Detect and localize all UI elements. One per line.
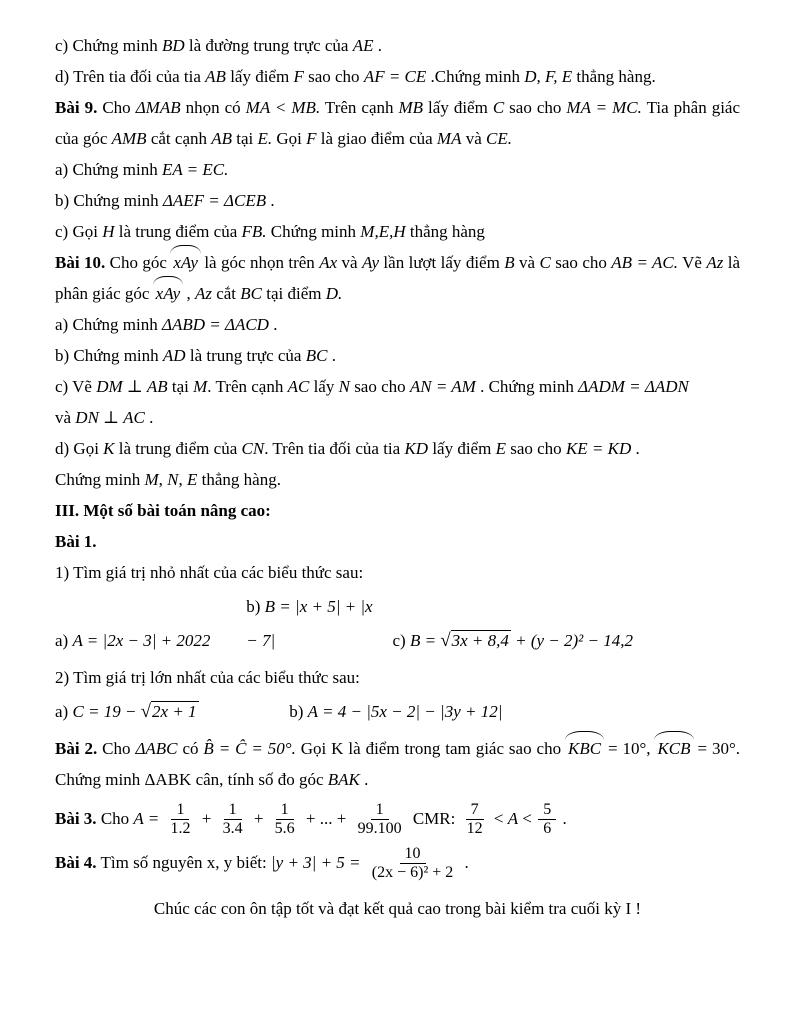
text-run: MB — [398, 98, 424, 117]
text-run: b) Chứng minh — [55, 191, 163, 210]
text-run: lấy — [309, 377, 339, 396]
text-run: d) Gọi — [55, 439, 104, 458]
text-run: tại — [232, 129, 258, 148]
text-run: a) Chứng minh — [55, 160, 162, 179]
text-run: Vẽ — [678, 253, 707, 272]
text-run: tại điểm — [262, 284, 326, 303]
text-run: = 30°. Chứng minh ΔABK cân, tính số đo góc — [55, 739, 741, 789]
problem-1-part-1-expressions — [55, 590, 740, 658]
item-10a — [55, 309, 740, 340]
text-run: c) Vẽ — [55, 377, 97, 396]
item-10c — [55, 371, 740, 402]
closing-wish: Chúc các con ôn tập tốt và đạt kết quả cao trong bài kiểm tra cuối kỳ I ! — [153, 898, 642, 918]
text-run: c) — [392, 631, 410, 650]
text-run: AMB — [111, 129, 147, 148]
problem-1-part-2: 2) Tìm giá trị lớn nhất của các biểu thức sau: — [55, 668, 360, 687]
text-run: AF = CE — [363, 67, 427, 86]
text-run: lấy điểm — [428, 439, 496, 458]
fraction — [165, 801, 195, 839]
text-run: EA = EC. — [161, 160, 229, 179]
numerator: 5 — [538, 801, 556, 820]
radical-sign-icon: √ — [140, 701, 152, 722]
text-run: AD — [162, 346, 186, 365]
text-run: sao cho — [504, 98, 567, 117]
text-run: ΔAEF = ΔCEB — [162, 191, 267, 210]
text-run: ΔABC — [135, 739, 178, 758]
text-run: Trên cạnh — [320, 98, 399, 117]
text-run: BAK — [327, 770, 360, 789]
text-run: . — [268, 315, 278, 334]
text-run: Ax — [319, 253, 338, 272]
angle-arc: xAy — [171, 247, 200, 278]
text-run: CN — [241, 439, 265, 458]
expression-1b — [246, 590, 388, 658]
expression-2b — [289, 695, 502, 729]
denominator: 5.6 — [274, 820, 295, 838]
text-run: cắt — [211, 284, 241, 303]
text-run: Az — [706, 253, 724, 272]
text-run: B̂ = Ĉ = 50°. — [203, 739, 296, 758]
text-run: thẳng hàng. — [197, 470, 281, 489]
text-run: . — [266, 191, 275, 210]
text-run: Cho — [97, 739, 136, 758]
text-run: là đường trung trực của — [184, 36, 353, 55]
text-run: KD — [404, 439, 429, 458]
text-run: là phân giác góc — [55, 253, 741, 303]
text-run: Ay — [362, 253, 380, 272]
text-run: . Chứng minh — [475, 377, 579, 396]
text-run: là góc nhọn trên — [199, 253, 320, 272]
problem-1-part-1: 1) Tìm giá trị nhỏ nhất của các biểu thức sau: — [55, 563, 364, 582]
text-run: d) Trên tia đối của tia — [55, 67, 206, 86]
text-run: thẳng hàng. — [572, 67, 656, 86]
expression-2a — [55, 695, 285, 729]
angle-arc: KBC — [566, 733, 603, 764]
fraction — [353, 801, 407, 839]
numerator: 1 — [371, 801, 389, 820]
text-run: lấy điểm — [423, 98, 493, 117]
item-9a — [55, 154, 740, 185]
text-run: + (y − 2)² − 14,2 — [510, 631, 634, 650]
text-run: B = |x + 5| + |x − 7| — [246, 597, 373, 650]
problem-1-label: Bài 1. — [55, 532, 97, 551]
text-run: . — [373, 36, 383, 55]
text-run: là trung điểm của — [114, 439, 242, 458]
text-run: . — [558, 808, 567, 828]
text-run: F — [293, 67, 304, 86]
text-run: c) Gọi — [55, 222, 103, 241]
text-run: BD — [161, 36, 185, 55]
text-run: là trung điểm của — [114, 222, 242, 241]
text-run: D. — [325, 284, 343, 303]
text-run: E — [495, 439, 506, 458]
fraction — [218, 801, 248, 839]
text-run: < — [489, 808, 508, 828]
text-run: , — [178, 470, 188, 489]
text-run: AC — [287, 377, 310, 396]
numerator: 7 — [466, 801, 484, 820]
radical-sign-icon: √ — [440, 630, 451, 651]
text-run: thẳng hàng — [405, 222, 485, 241]
text-run: + — [197, 808, 216, 828]
text-run: E. — [257, 129, 273, 148]
text-run: c) Chứng minh — [55, 36, 162, 55]
text-run: Gọi K là điểm trong tam giác sao cho — [295, 739, 566, 758]
expression-1c — [393, 624, 634, 658]
numerator: 1 — [171, 801, 189, 820]
text-run: . — [327, 346, 336, 365]
text-run: , — [182, 284, 195, 303]
text-run: DM ⊥ AB — [96, 377, 168, 396]
text-run: Cho — [96, 808, 134, 828]
angle-arc: xAy — [154, 278, 183, 309]
text-run: + — [249, 808, 268, 828]
text-run: B — [504, 253, 515, 272]
text-run: a) — [55, 631, 73, 650]
text-run: AN = AM — [409, 377, 476, 396]
text-run: Cho góc — [105, 253, 172, 272]
denominator: 6 — [543, 820, 552, 838]
text-run: ΔMAB — [135, 98, 181, 117]
text-run: có — [177, 739, 204, 758]
text-run: tại — [167, 377, 194, 396]
denominator: 99.100 — [357, 820, 402, 838]
text-run: . — [359, 770, 369, 789]
text-run: FB. — [241, 222, 267, 241]
text-run: N — [167, 470, 179, 489]
text-run: M — [193, 377, 208, 396]
text-run: F — [306, 129, 317, 148]
text-run: sao cho — [550, 253, 612, 272]
text-run: .Chứng minh — [426, 67, 525, 86]
text-run: BC — [240, 284, 263, 303]
text-run: D, F, E — [524, 67, 573, 86]
text-run: ΔABD = ΔACD — [161, 315, 269, 334]
text-run: M,E,H — [360, 222, 406, 241]
text-run: Tìm số nguyên x, y biết: — [96, 852, 271, 872]
text-run: cắt cạnh — [146, 129, 212, 148]
text-run: E — [187, 470, 198, 489]
item-9c — [55, 216, 740, 247]
text-run: Tia phân giác của góc — [55, 98, 741, 148]
text-run: DN ⊥ AC — [75, 408, 145, 427]
angle-arc: KCB — [655, 733, 692, 764]
numerator: 1 — [224, 801, 242, 820]
text-run: lấy điểm — [225, 67, 294, 86]
text-run: N — [338, 377, 350, 396]
fraction — [270, 801, 300, 839]
item-8d — [55, 61, 740, 92]
text-run: KE = KD — [565, 439, 632, 458]
text-run: Bài 10. — [55, 253, 106, 272]
text-run: AB = AC. — [611, 253, 679, 272]
text-run: Bài 4. — [55, 852, 97, 872]
text-run: là trung trực của — [185, 346, 306, 365]
numerator: 1 — [276, 801, 294, 820]
item-9b — [55, 185, 740, 216]
text-run: Bài 9. — [55, 98, 98, 117]
text-run: C — [539, 253, 551, 272]
text-run: b) Chứng minh — [55, 346, 163, 365]
fraction — [462, 801, 488, 839]
text-run: + ... + — [301, 808, 351, 828]
text-run: a) Chứng minh — [55, 315, 162, 334]
text-run: ΔADM = ΔADN — [578, 377, 689, 396]
text-run: Chứng minh — [55, 470, 145, 489]
numerator: 10 — [400, 845, 426, 864]
text-run: sao cho — [349, 377, 410, 396]
problem-9-statement — [55, 92, 740, 154]
item-10c-continued — [55, 402, 740, 433]
text-run: Bài 2. — [55, 739, 98, 758]
text-run: H — [102, 222, 115, 241]
problem-4-statement — [55, 845, 740, 883]
text-run: AE — [352, 36, 374, 55]
denominator: 1.2 — [170, 820, 191, 838]
text-run: = 10°, — [603, 739, 656, 758]
square-root — [141, 702, 199, 721]
item-10d-continued — [55, 464, 740, 495]
text-run: là giao điểm của — [316, 129, 437, 148]
text-run: AB — [211, 129, 233, 148]
text-run: MA < MB. — [245, 98, 321, 117]
text-run: . — [631, 439, 640, 458]
text-run: AB — [205, 67, 226, 86]
fraction — [538, 801, 556, 839]
text-run: M — [144, 470, 159, 489]
denominator: (2x − 6)² + 2 — [371, 864, 454, 882]
text-run: b) — [246, 597, 265, 616]
text-run: Az — [194, 284, 212, 303]
text-run: Chứng minh — [266, 222, 361, 241]
item-10d — [55, 433, 740, 464]
problem-10-statement — [55, 247, 740, 309]
text-run: A = 4 − |5x − 2| − |3y + 12| — [307, 702, 503, 721]
item-8c — [55, 30, 740, 61]
square-root — [440, 631, 511, 650]
text-run: < — [518, 808, 537, 828]
fraction — [367, 845, 459, 883]
text-run: . Trên tia đối của tia — [264, 439, 405, 458]
item-10b — [55, 340, 740, 371]
text-run: sao cho — [505, 439, 566, 458]
text-run: C — [492, 98, 505, 117]
text-run: K — [103, 439, 115, 458]
text-run: , — [158, 470, 168, 489]
denominator: 3.4 — [222, 820, 243, 838]
text-run: và — [55, 408, 76, 427]
text-run: nhọn có — [180, 98, 246, 117]
text-run: . — [460, 852, 469, 872]
text-run: Bài 3. — [55, 808, 97, 828]
problem-2-statement — [55, 733, 740, 795]
text-run: và — [337, 253, 363, 272]
text-run: A — [507, 808, 519, 828]
text-run: CE. — [486, 129, 512, 148]
expression-1a — [55, 624, 242, 658]
text-run: |y + 3| + 5 = — [270, 852, 365, 872]
text-run: CMR: — [408, 808, 460, 828]
text-run: và — [514, 253, 540, 272]
text-run: b) — [289, 702, 308, 721]
text-run: B = — [409, 631, 441, 650]
text-run: Cho — [97, 98, 136, 117]
text-run: a) — [55, 702, 73, 721]
text-run: sao cho — [303, 67, 364, 86]
radicand: 3x + 8,4 — [451, 631, 509, 650]
text-run: A = — [133, 808, 164, 828]
problem-1-part-2-expressions — [55, 695, 740, 729]
text-run: A = |2x − 3| + 2022 — [72, 631, 211, 650]
text-run: BC — [305, 346, 328, 365]
text-run: MA = MC. — [566, 98, 642, 117]
radicand: 2x + 1 — [152, 702, 197, 721]
text-run: và — [461, 129, 487, 148]
text-run: Gọi — [272, 129, 307, 148]
problem-3-statement — [55, 801, 740, 839]
section-3-heading: III. Một số bài toán nâng cao: — [55, 501, 271, 520]
denominator: 12 — [466, 820, 483, 838]
text-run: . Trên cạnh — [207, 377, 288, 396]
text-run: C = 19 − — [72, 702, 141, 721]
text-run: lần lượt lấy điểm — [379, 253, 505, 272]
text-run: . — [144, 408, 154, 427]
text-run: MA — [436, 129, 462, 148]
